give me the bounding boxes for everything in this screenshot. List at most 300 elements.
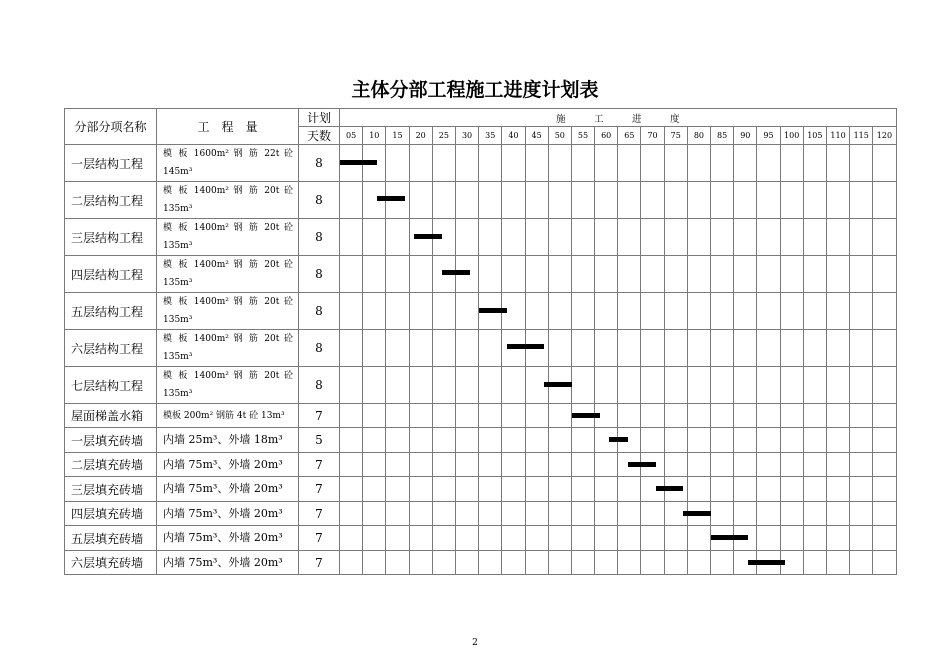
gantt-cell <box>502 404 525 428</box>
gantt-cell <box>502 367 525 404</box>
table-row <box>65 453 897 477</box>
gantt-cell <box>757 526 780 551</box>
gantt-cell <box>664 404 687 428</box>
gantt-cell <box>664 367 687 404</box>
gantt-cell <box>502 182 525 219</box>
gantt-cell <box>850 367 873 404</box>
gantt-cell <box>757 453 780 477</box>
gantt-cell <box>780 428 803 453</box>
task-days: 7 <box>299 502 340 526</box>
gantt-cell <box>757 182 780 219</box>
gantt-cell <box>873 551 896 575</box>
gantt-cell <box>641 293 664 330</box>
gantt-cell <box>826 367 849 404</box>
gantt-cell <box>595 330 618 367</box>
gantt-cell <box>386 219 409 256</box>
gantt-cell <box>734 526 757 551</box>
gantt-cell <box>455 330 478 367</box>
gantt-cell <box>734 453 757 477</box>
header-progress: 施 工 进 度 <box>340 109 897 127</box>
gantt-cell <box>548 256 571 293</box>
gantt-cell <box>386 293 409 330</box>
gantt-cell <box>595 526 618 551</box>
task-name: 三层填充砖墙 <box>65 477 157 502</box>
gantt-cell <box>687 219 710 256</box>
gantt-cell <box>734 293 757 330</box>
gantt-cell <box>803 367 826 404</box>
gantt-cell <box>618 551 641 575</box>
gantt-cell <box>687 330 710 367</box>
gantt-cell <box>525 404 548 428</box>
gantt-cell <box>409 453 432 477</box>
gantt-cell <box>502 526 525 551</box>
task-name: 六层结构工程 <box>65 330 157 367</box>
gantt-cell <box>455 182 478 219</box>
gantt-cell <box>641 367 664 404</box>
task-name: 五层填充砖墙 <box>65 526 157 551</box>
gantt-cell <box>548 293 571 330</box>
gantt-cell <box>803 477 826 502</box>
gantt-cell <box>850 219 873 256</box>
gantt-cell <box>363 330 386 367</box>
page-title: 主体分部工程施工进度计划表 <box>351 79 599 101</box>
gantt-cell <box>386 526 409 551</box>
gantt-cell <box>850 526 873 551</box>
task-quantity: 模 板 1400m² 钢 筋 20t 砼 135m³ <box>157 182 299 219</box>
gantt-cell <box>595 256 618 293</box>
table-row <box>65 219 897 256</box>
gantt-cell <box>595 477 618 502</box>
gantt-cell <box>850 453 873 477</box>
gantt-cell <box>641 182 664 219</box>
gantt-cell <box>502 293 525 330</box>
gantt-cell <box>850 145 873 182</box>
tick-label: 60 <box>595 127 618 145</box>
gantt-cell <box>873 145 896 182</box>
gantt-cell <box>432 477 455 502</box>
gantt-cell <box>340 502 363 526</box>
gantt-cell <box>386 404 409 428</box>
tick-label: 75 <box>664 127 687 145</box>
gantt-cell <box>780 551 803 575</box>
task-name: 五层结构工程 <box>65 293 157 330</box>
tick-label: 50 <box>548 127 571 145</box>
gantt-cell <box>711 219 734 256</box>
gantt-cell <box>780 453 803 477</box>
gantt-cell <box>618 526 641 551</box>
gantt-cell <box>525 219 548 256</box>
gantt-cell <box>386 477 409 502</box>
gantt-cell <box>757 502 780 526</box>
gantt-cell <box>525 293 548 330</box>
gantt-cell <box>803 428 826 453</box>
gantt-cell <box>803 502 826 526</box>
gantt-cell <box>525 526 548 551</box>
gantt-cell <box>409 526 432 551</box>
gantt-cell <box>757 428 780 453</box>
gantt-cell <box>386 502 409 526</box>
tick-label: 05 <box>340 127 363 145</box>
gantt-cell <box>548 145 571 182</box>
gantt-cell <box>386 551 409 575</box>
gantt-cell <box>571 404 594 428</box>
task-days: 8 <box>299 367 340 404</box>
tick-label: 70 <box>641 127 664 145</box>
gantt-cell <box>641 428 664 453</box>
gantt-cell <box>479 453 502 477</box>
gantt-cell <box>595 404 618 428</box>
gantt-cell <box>409 330 432 367</box>
gantt-cell <box>525 428 548 453</box>
task-quantity: 模 板 1400m² 钢 筋 20t 砼 135m³ <box>157 293 299 330</box>
task-days: 8 <box>299 219 340 256</box>
gantt-cell <box>803 453 826 477</box>
tick-label: 20 <box>409 127 432 145</box>
tick-label: 105 <box>803 127 826 145</box>
task-quantity: 内墙 75m³、外墙 20m³ <box>157 526 299 551</box>
gantt-cell <box>711 182 734 219</box>
gantt-cell <box>340 330 363 367</box>
gantt-cell <box>363 182 386 219</box>
gantt-cell <box>548 330 571 367</box>
gantt-cell <box>386 453 409 477</box>
gantt-cell <box>803 182 826 219</box>
task-name: 二层填充砖墙 <box>65 453 157 477</box>
gantt-cell <box>455 145 478 182</box>
gantt-cell <box>525 145 548 182</box>
gantt-cell <box>409 219 432 256</box>
gantt-cell <box>571 219 594 256</box>
header-days-bottom: 天数 <box>299 127 340 145</box>
gantt-cell <box>641 256 664 293</box>
task-name: 一层结构工程 <box>65 145 157 182</box>
gantt-cell <box>455 367 478 404</box>
gantt-cell <box>734 256 757 293</box>
task-name: 四层填充砖墙 <box>65 502 157 526</box>
gantt-cell <box>571 256 594 293</box>
gantt-cell <box>803 293 826 330</box>
gantt-cell <box>780 502 803 526</box>
gantt-cell <box>780 477 803 502</box>
gantt-cell <box>687 182 710 219</box>
gantt-cell <box>826 256 849 293</box>
gantt-cell <box>525 502 548 526</box>
task-name: 六层填充砖墙 <box>65 551 157 575</box>
gantt-cell <box>502 502 525 526</box>
gantt-cell <box>386 145 409 182</box>
gantt-cell <box>664 219 687 256</box>
gantt-cell <box>571 477 594 502</box>
gantt-cell <box>734 330 757 367</box>
gantt-cell <box>386 330 409 367</box>
task-name: 一层填充砖墙 <box>65 428 157 453</box>
task-days: 7 <box>299 526 340 551</box>
table-row <box>65 182 897 219</box>
gantt-cell <box>571 293 594 330</box>
tick-label: 120 <box>873 127 896 145</box>
gantt-cell <box>363 477 386 502</box>
gantt-cell <box>386 182 409 219</box>
gantt-cell <box>525 453 548 477</box>
task-days: 8 <box>299 293 340 330</box>
gantt-cell <box>479 293 502 330</box>
gantt-cell <box>409 502 432 526</box>
gantt-cell <box>734 219 757 256</box>
gantt-cell <box>363 293 386 330</box>
gantt-cell <box>711 404 734 428</box>
gantt-cell <box>711 502 734 526</box>
tick-label: 115 <box>850 127 873 145</box>
gantt-cell <box>595 367 618 404</box>
gantt-cell <box>340 293 363 330</box>
gantt-cell <box>386 256 409 293</box>
gantt-cell <box>641 330 664 367</box>
task-days: 7 <box>299 404 340 428</box>
gantt-cell <box>595 219 618 256</box>
gantt-cell <box>826 293 849 330</box>
gantt-cell <box>687 145 710 182</box>
gantt-cell <box>618 502 641 526</box>
table-row <box>65 367 897 404</box>
schedule-table <box>64 108 897 575</box>
gantt-cell <box>711 453 734 477</box>
gantt-cell <box>502 477 525 502</box>
gantt-cell <box>641 502 664 526</box>
header-days-top: 计划 <box>299 109 340 127</box>
gantt-cell <box>548 526 571 551</box>
gantt-cell <box>803 256 826 293</box>
gantt-cell <box>409 367 432 404</box>
gantt-cell <box>432 526 455 551</box>
gantt-cell <box>641 477 664 502</box>
gantt-cell <box>780 182 803 219</box>
gantt-cell <box>409 256 432 293</box>
gantt-cell <box>803 219 826 256</box>
gantt-cell <box>618 367 641 404</box>
gantt-cell <box>340 551 363 575</box>
gantt-cell <box>734 404 757 428</box>
gantt-cell <box>595 551 618 575</box>
gantt-cell <box>873 256 896 293</box>
gantt-cell <box>757 330 780 367</box>
task-days: 8 <box>299 330 340 367</box>
task-quantity: 内墙 75m³、外墙 20m³ <box>157 551 299 575</box>
gantt-cell <box>873 367 896 404</box>
gantt-cell <box>502 428 525 453</box>
tick-label: 95 <box>757 127 780 145</box>
gantt-cell <box>595 293 618 330</box>
gantt-cell <box>711 256 734 293</box>
tick-label: 15 <box>386 127 409 145</box>
gantt-cell <box>757 145 780 182</box>
gantt-cell <box>826 182 849 219</box>
task-quantity: 模 板 1400m² 钢 筋 20t 砼 135m³ <box>157 256 299 293</box>
gantt-cell <box>826 477 849 502</box>
gantt-cell <box>757 293 780 330</box>
gantt-cell <box>455 256 478 293</box>
gantt-cell <box>826 145 849 182</box>
gantt-cell <box>548 477 571 502</box>
gantt-cell <box>363 219 386 256</box>
table-row <box>65 145 897 182</box>
gantt-cell <box>479 404 502 428</box>
gantt-cell <box>595 182 618 219</box>
gantt-cell <box>409 551 432 575</box>
gantt-cell <box>409 182 432 219</box>
gantt-cell <box>455 404 478 428</box>
gantt-cell <box>803 145 826 182</box>
gantt-cell <box>571 330 594 367</box>
task-name: 屋面梯盖水箱 <box>65 404 157 428</box>
gantt-cell <box>595 453 618 477</box>
gantt-cell <box>363 428 386 453</box>
gantt-cell <box>340 453 363 477</box>
table-row <box>65 330 897 367</box>
gantt-cell <box>687 404 710 428</box>
gantt-cell <box>664 293 687 330</box>
gantt-cell <box>641 145 664 182</box>
task-quantity: 内墙 25m³、外墙 18m³ <box>157 428 299 453</box>
gantt-cell <box>409 428 432 453</box>
gantt-cell <box>548 404 571 428</box>
gantt-cell <box>664 330 687 367</box>
task-name: 三层结构工程 <box>65 219 157 256</box>
gantt-cell <box>548 453 571 477</box>
gantt-cell <box>803 551 826 575</box>
gantt-cell <box>502 551 525 575</box>
gantt-cell <box>525 330 548 367</box>
gantt-cell <box>455 502 478 526</box>
gantt-cell <box>826 404 849 428</box>
gantt-cell <box>641 404 664 428</box>
gantt-cell <box>780 219 803 256</box>
gantt-cell <box>340 367 363 404</box>
gantt-cell <box>664 453 687 477</box>
gantt-cell <box>687 256 710 293</box>
gantt-cell <box>618 256 641 293</box>
gantt-cell <box>363 367 386 404</box>
page-number: 2 <box>472 638 478 648</box>
tick-label: 65 <box>618 127 641 145</box>
gantt-cell <box>826 502 849 526</box>
task-days: 7 <box>299 551 340 575</box>
gantt-cell <box>455 219 478 256</box>
gantt-cell <box>548 219 571 256</box>
gantt-cell <box>850 330 873 367</box>
gantt-cell <box>873 453 896 477</box>
gantt-cell <box>711 330 734 367</box>
gantt-cell <box>711 367 734 404</box>
gantt-cell <box>432 182 455 219</box>
task-name: 四层结构工程 <box>65 256 157 293</box>
gantt-cell <box>363 453 386 477</box>
gantt-cell <box>826 428 849 453</box>
gantt-cell <box>618 219 641 256</box>
gantt-cell <box>455 526 478 551</box>
gantt-cell <box>711 477 734 502</box>
table-row <box>65 256 897 293</box>
task-days: 7 <box>299 477 340 502</box>
gantt-cell <box>571 145 594 182</box>
gantt-cell <box>432 428 455 453</box>
gantt-cell <box>757 477 780 502</box>
table-row <box>65 428 897 453</box>
gantt-cell <box>873 404 896 428</box>
gantt-cell <box>734 477 757 502</box>
gantt-cell <box>873 477 896 502</box>
header-quantity: 工 程 量 <box>157 109 299 145</box>
gantt-cell <box>757 367 780 404</box>
gantt-cell <box>873 526 896 551</box>
gantt-cell <box>687 477 710 502</box>
gantt-cell <box>803 526 826 551</box>
gantt-cell <box>850 293 873 330</box>
gantt-cell <box>873 428 896 453</box>
gantt-cell <box>479 367 502 404</box>
gantt-cell <box>525 477 548 502</box>
gantt-cell <box>455 453 478 477</box>
task-days: 8 <box>299 182 340 219</box>
gantt-cell <box>432 453 455 477</box>
task-days: 8 <box>299 256 340 293</box>
gantt-cell <box>340 477 363 502</box>
task-quantity: 模 板 1600m² 钢 筋 22t 砼 145m³ <box>157 145 299 182</box>
task-quantity: 内墙 75m³、外墙 20m³ <box>157 453 299 477</box>
gantt-cell <box>711 551 734 575</box>
tick-label: 10 <box>363 127 386 145</box>
gantt-cell <box>641 219 664 256</box>
gantt-cell <box>664 428 687 453</box>
gantt-cell <box>618 477 641 502</box>
gantt-cell <box>780 526 803 551</box>
gantt-cell <box>340 182 363 219</box>
gantt-cell <box>757 256 780 293</box>
gantt-cell <box>363 526 386 551</box>
gantt-cell <box>664 477 687 502</box>
tick-label: 100 <box>780 127 803 145</box>
gantt-cell <box>757 404 780 428</box>
gantt-cell <box>502 219 525 256</box>
gantt-cell <box>409 477 432 502</box>
task-name: 二层结构工程 <box>65 182 157 219</box>
gantt-cell <box>502 256 525 293</box>
gantt-cell <box>571 526 594 551</box>
gantt-cell <box>409 145 432 182</box>
gantt-cell <box>455 428 478 453</box>
gantt-cell <box>432 404 455 428</box>
gantt-cell <box>571 551 594 575</box>
gantt-cell <box>502 453 525 477</box>
task-name: 七层结构工程 <box>65 367 157 404</box>
gantt-cell <box>386 367 409 404</box>
gantt-cell <box>479 502 502 526</box>
gantt-cell <box>432 367 455 404</box>
gantt-cell <box>548 367 571 404</box>
gantt-cell <box>479 182 502 219</box>
gantt-cell <box>757 219 780 256</box>
gantt-cell <box>340 145 363 182</box>
gantt-cell <box>340 526 363 551</box>
gantt-cell <box>734 428 757 453</box>
gantt-cell <box>525 256 548 293</box>
gantt-cell <box>711 428 734 453</box>
gantt-cell <box>641 526 664 551</box>
gantt-cell <box>386 428 409 453</box>
gantt-cell <box>409 293 432 330</box>
gantt-cell <box>826 330 849 367</box>
table-row <box>65 526 897 551</box>
gantt-cell <box>780 330 803 367</box>
